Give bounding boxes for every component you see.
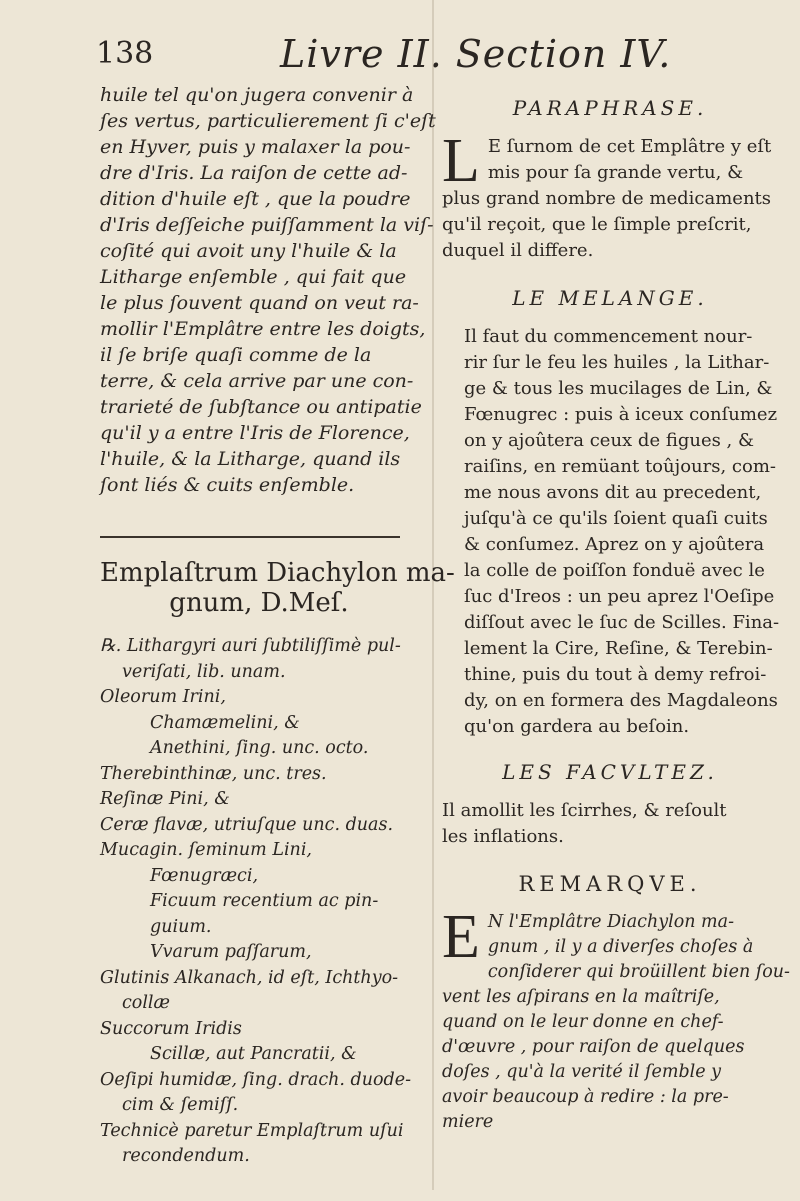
text-line: ſuc d'Ireos : un peu aprez l'Oeſipe: [464, 586, 775, 607]
formula-line: Ficuum recentium ac pin-: [150, 891, 379, 911]
formula-line: Fœnugræci,: [150, 865, 259, 886]
formula-line: cim & ſemiſſ.: [122, 1095, 239, 1115]
formula-line: ℞. Lithargyri auri ſubtiliſſimè pul-: [100, 636, 401, 656]
running-title: Livre II. Section IV.: [280, 32, 672, 76]
text-line: E ſurnom de cet Emplâtre y eſt: [487, 136, 772, 157]
text-line: il ſe briſe quaſi comme de la: [100, 344, 372, 366]
formula-line: Reſinæ Pini, &: [100, 789, 230, 809]
formula-line: recondendum.: [122, 1146, 250, 1166]
text-line: doſes , qu'à la verité il ſemble y: [442, 1062, 722, 1082]
text-line: vent les aſpirans en la maîtriſe,: [442, 987, 720, 1007]
text-line: Litharge enſemble , qui fait que: [100, 266, 407, 288]
text-line: huile tel qu'on jugera convenir à: [100, 84, 414, 106]
formula-line: Technicè paretur Emplaſtrum uſui: [100, 1120, 404, 1141]
text-line: quand on le leur donne en chef-: [442, 1012, 724, 1032]
text-line: thine, puis du tout à demy refroi-: [464, 664, 767, 685]
formula-line: Oleorum Irini,: [100, 687, 226, 707]
melange-heading: LE MELANGE.: [512, 286, 708, 310]
text-line: me nous avons dit au precedent,: [464, 482, 762, 503]
text-line: Il amollit les ſcirrhes, & reſoult: [442, 800, 727, 821]
text-line: mis pour ſa grande vertu, &: [487, 162, 744, 183]
text-line: d'œuvre , pour raiſon de quelques: [442, 1037, 745, 1057]
facultez-paragraph: [442, 798, 778, 850]
text-line: le plus ſouvent quand on veut ra-: [100, 292, 419, 314]
text-line: miere: [442, 1112, 494, 1132]
text-line: dy, on en formera des Magdaleons: [464, 690, 778, 711]
drop-capital-l: L: [442, 127, 480, 195]
page-number: 138: [96, 36, 154, 71]
right-column: [442, 82, 790, 1135]
text-line: trarieté de ſubſtance ou antipatie: [100, 396, 422, 418]
formula-line: Therebinthinæ, unc. tres.: [100, 763, 327, 784]
text-line: duquel il differe.: [442, 240, 594, 261]
paraphrase-paragraph: [442, 127, 778, 264]
formula-line: Ceræ flavæ, utriuſque unc. duas.: [100, 814, 394, 835]
text-line: diſſout avec le ſuc de Scilles. Fina-: [464, 612, 780, 633]
text-line: avoir beaucoup à redire : la pre-: [442, 1087, 729, 1107]
text-line: on y ajoûtera ceux de figues , &: [464, 430, 755, 451]
formula-line: Vvarum paſſarum,: [150, 942, 312, 962]
formula-line: Anethini, ſing. unc. octo.: [150, 738, 369, 758]
section-divider: [100, 536, 400, 538]
left-text-paragraph: [100, 82, 436, 498]
formula-line: veriſati, lib. unam.: [122, 661, 286, 682]
formula-line: Chamæmelini, &: [150, 712, 300, 733]
text-line: qu'il reçoit, que le ſimple preſcrit,: [442, 214, 752, 235]
text-line: dition d'huile eſt , que la poudre: [100, 188, 411, 210]
left-column: [100, 82, 455, 1170]
formula-line: guium.: [150, 916, 212, 937]
formula-line: Glutinis Alkanach, id eſt, Ichthyo-: [100, 967, 399, 988]
text-line: mollir l'Emplâtre entre les doigts,: [100, 318, 426, 340]
formula-list: [100, 634, 418, 1170]
text-line: ge & tous les mucilages de Lin, &: [464, 378, 773, 399]
text-line: qu'on gardera au beſoin.: [464, 716, 690, 737]
text-line: raiſins, en remüant toûjours, com-: [464, 456, 776, 477]
text-line: terre, & cela arrive par une con-: [100, 370, 414, 392]
drop-capital-e: E: [442, 903, 480, 971]
text-line: qu'il y a entre l'Iris de Florence,: [100, 422, 410, 444]
text-line: d'Iris deſſeiche puiſſamment la viſ-: [100, 214, 434, 236]
text-line: l'huile, & la Litharge, quand ils: [100, 448, 401, 470]
paraphrase-heading: PARAPHRASE.: [512, 96, 708, 120]
text-line: lement la Cire, Reſine, & Terebin-: [464, 638, 773, 659]
formula-line: Succorum Iridis: [100, 1018, 242, 1039]
text-line: en Hyver, puis y malaxer la pou-: [100, 136, 411, 158]
text-line: gnum , il y a diverſes choſes à: [487, 937, 754, 957]
text-line: les inflations.: [442, 826, 564, 847]
text-line: la colle de poiſſon fonduë avec le: [464, 560, 765, 581]
text-line: ſes vertus, particulierement ſi c'eſt: [100, 110, 436, 132]
remarque-heading: REMARQVE.: [518, 872, 702, 896]
text-line: & conſumez. Aprez on y ajoûtera: [464, 534, 765, 555]
text-line: dre d'Iris. La raiſon de cette ad-: [100, 162, 408, 184]
text-line: plus grand nombre de medicaments: [442, 188, 772, 209]
text-line: coſité qui avoit uny l'huile & la: [100, 240, 397, 262]
melange-paragraph: [442, 324, 778, 740]
text-line: N l'Emplâtre Diachylon ma-: [487, 912, 735, 932]
facultez-heading: LES FACVLTEZ.: [502, 760, 718, 784]
remarque-paragraph: [442, 903, 790, 1135]
text-line: conſiderer qui broüillent bien ſou-: [487, 962, 790, 982]
text-line: ſont liés & cuits enſemble.: [100, 474, 355, 496]
column-gutter: [432, 0, 434, 1190]
formula-line: Mucagin. ſeminum Lini,: [100, 840, 312, 860]
text-line: juſqu'à ce qu'ils ſoient quaſi cuits: [464, 508, 768, 529]
formula-line: Scillæ, aut Pancratii, &: [150, 1044, 357, 1064]
page-header: [96, 32, 756, 80]
formula-line: collæ: [122, 993, 170, 1013]
text-line: Il faut du commencement nour-: [464, 326, 753, 347]
text-line: rir ſur le feu les huiles , la Lithar-: [464, 352, 770, 373]
formula-line: Oeſipi humidæ, ſing. drach. duode-: [100, 1069, 412, 1090]
text-line: Fœnugrec : puis à iceux conſumez: [464, 404, 778, 425]
emplastrum-title: Emplaſtrum Diachylon ma- gnum, D.Meſ.: [100, 558, 455, 618]
